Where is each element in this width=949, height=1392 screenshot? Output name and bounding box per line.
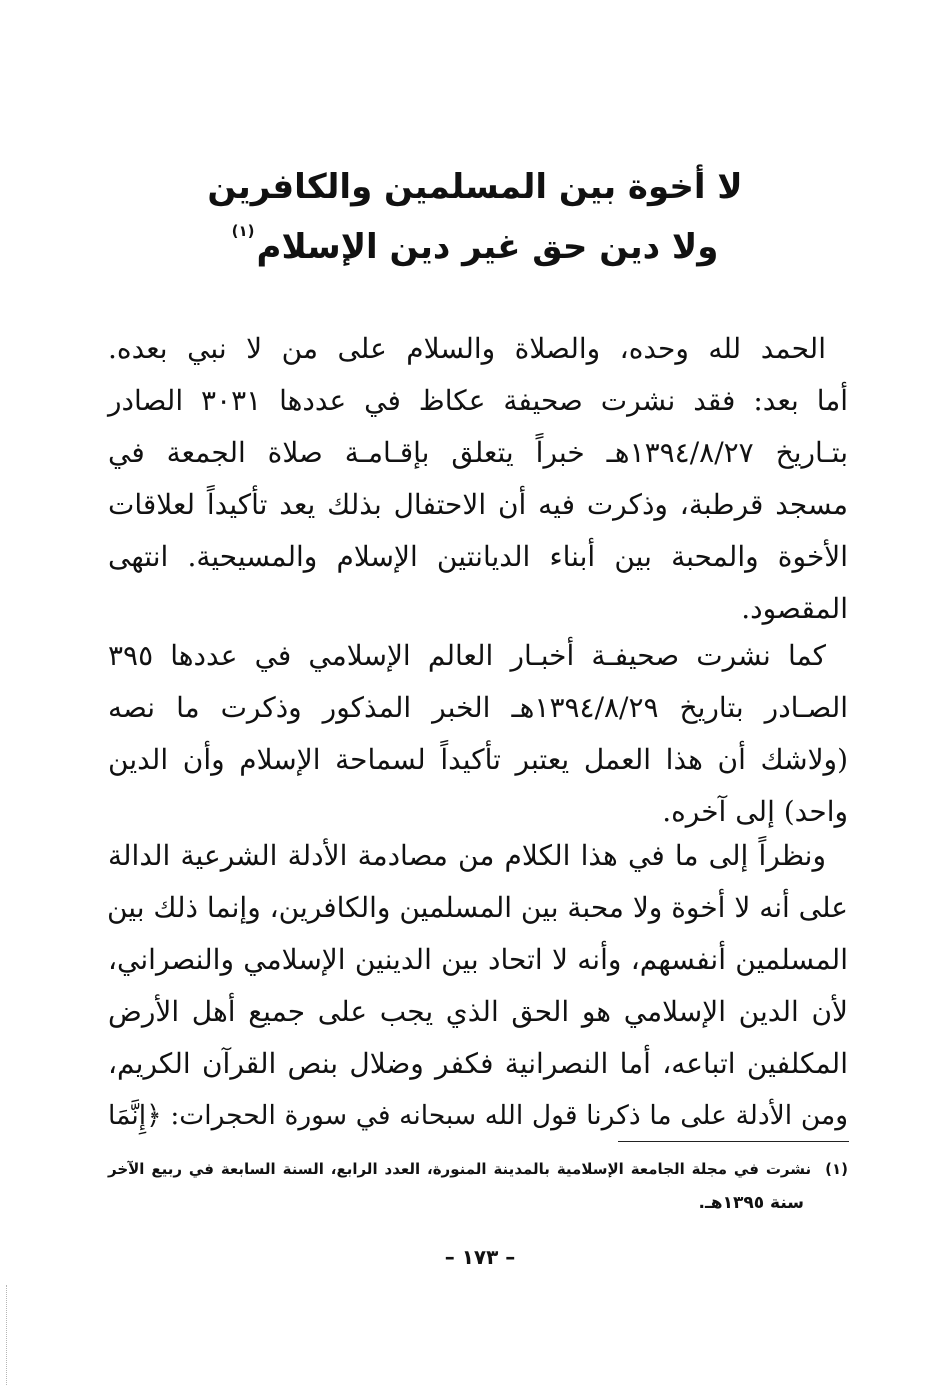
text-line: بتـاريخ ١٣٩٤/٨/٢٧هـ خبراً يتعلق بإقـامـة صلاة الجمعة في — [108, 436, 849, 469]
footnote-marker: (١) — [825, 1160, 848, 1178]
footnote-line — [108, 1152, 848, 1186]
text-line: كما نشرت صحيفـة أخبـار العالم الإسلامي في عددها ٣٩٥ — [108, 639, 826, 672]
title-footnote-marker: (١) — [231, 222, 255, 240]
text-line: واحد) إلى آخره. — [662, 795, 848, 828]
paragraph-3 — [108, 830, 848, 1142]
page-subtitle — [150, 222, 800, 267]
footnote-divider — [618, 1141, 849, 1142]
text-line: أما بعد: فقد نشرت صحيفة عكاظ في عددها ٣٠٣١ الصادر — [108, 384, 849, 417]
text-line: ومن الأدلة على ما ذكرنا قول الله سبحانه في سورة الحجرات: ﴿إِنَّمَا — [108, 1100, 848, 1131]
paragraph-1 — [108, 323, 848, 635]
paragraph-2 — [108, 630, 848, 838]
footnote — [108, 1152, 848, 1220]
page-number: – ١٧٣ – — [444, 1245, 516, 1269]
text-line: الأخوة والمحبة بين أبناء الديانتين الإسلام والمسيحية. انتهى — [108, 540, 848, 573]
text-line: المسلمين أنفسهم، وأنه لا اتحاد بين الدينين الإسلامي والنصراني، — [108, 943, 848, 976]
footnote-line: سنة ١٣٩٥هـ. — [698, 1193, 804, 1213]
text-line: (ولاشك أن هذا العمل يعتبر تأكيداً لسماحة الإسلام وأن الدين — [108, 743, 848, 776]
text-line: المقصود. — [741, 592, 848, 625]
text-line: لأن الدين الإسلامي هو الحق الذي يجب على جميع أهل الأرض — [108, 995, 848, 1028]
scan-edge-mark — [6, 1285, 8, 1385]
text-line: المكلفين اتباعه، أما النصرانية فكفر وضلال بنص القرآن الكريم، — [108, 1047, 848, 1080]
page-title: لا أخوة بين المسلمين والكافرين — [207, 167, 743, 207]
text-line: ونظراً إلى ما في هذا الكلام من مصادمة الأدلة الشرعية الدالة — [108, 839, 826, 872]
text-line: على أنه لا أخوة ولا محبة بين المسلمين والكافرين، وإنما ذلك بين — [106, 891, 848, 924]
text-line: مسجد قرطبة، وذكرت فيه أن الاحتفال بذلك يعد تأكيداً لعلاقات — [108, 488, 848, 521]
text-line: الصـادر بتاريخ ١٣٩٤/٨/٢٩هـ الخبر المذكور وذكرت ما نصه — [108, 691, 849, 724]
text-line: الحمد لله وحده، والصلاة والسلام على من لا نبي بعده. — [108, 332, 826, 365]
subtitle-text: ولا دين حق غير دين الإسلام — [256, 227, 719, 267]
footnote-text: نشرت في مجلة الجامعة الإسلامية بالمدينة المنورة، العدد الرابع، السنة السابعة في ربيع الآخر — [108, 1160, 812, 1178]
